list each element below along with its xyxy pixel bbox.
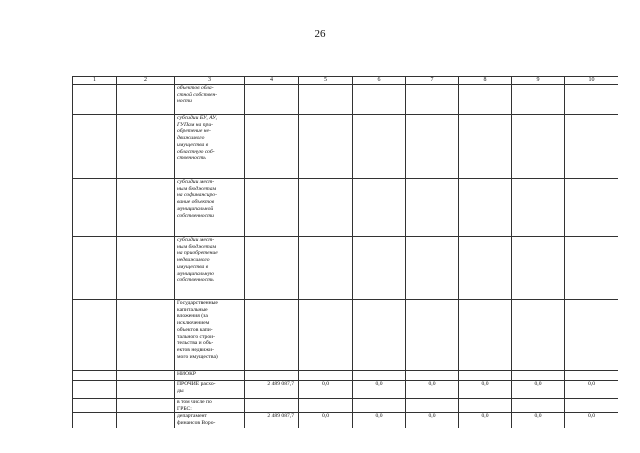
value-cell: 0,0 — [406, 413, 459, 428]
empty-cell — [117, 399, 175, 413]
column-header: 9 — [512, 77, 565, 85]
value-cell: 0,0 — [459, 381, 512, 399]
empty-cell — [73, 399, 117, 413]
column-header: 1 — [73, 77, 117, 85]
empty-cell — [73, 381, 117, 399]
table-row — [73, 85, 619, 115]
value-cell — [353, 300, 406, 371]
value-cell: 2 489 087,7 — [245, 413, 299, 428]
value-cell — [299, 115, 353, 179]
empty-cell — [73, 85, 117, 115]
empty-cell — [117, 381, 175, 399]
empty-cell — [117, 371, 175, 381]
table-row — [73, 300, 619, 371]
empty-cell — [117, 115, 175, 179]
column-header: 2 — [117, 77, 175, 85]
value-cell — [406, 300, 459, 371]
value-cell — [299, 179, 353, 237]
value-cell — [353, 179, 406, 237]
value-cell — [245, 237, 299, 300]
row-label: Государственные капитальные вложения (за исключением объектов капи- тального строи- тельства и объ- ектов недвижи- мого имущества) — [175, 300, 245, 371]
table-row — [73, 399, 619, 413]
column-header: 8 — [459, 77, 512, 85]
table-row — [73, 381, 619, 399]
value-cell — [459, 300, 512, 371]
value-cell — [406, 237, 459, 300]
row-label: субсидии мест- ным бюджетам на приобретение недвижимого имущества в муниципальную собственность — [175, 237, 245, 300]
row-label: в том числе по ГРБС: — [175, 399, 245, 413]
empty-cell — [117, 237, 175, 300]
empty-cell — [73, 413, 117, 428]
value-cell: 0,0 — [406, 381, 459, 399]
column-number-row — [73, 77, 619, 85]
value-cell — [565, 237, 619, 300]
row-label: объектов обла- стной собствен- ности — [175, 85, 245, 115]
table-row — [73, 237, 619, 300]
value-cell — [299, 300, 353, 371]
value-cell — [299, 371, 353, 381]
column-header: 10 — [565, 77, 619, 85]
value-cell — [353, 399, 406, 413]
value-cell — [459, 237, 512, 300]
empty-cell — [117, 413, 175, 428]
value-cell — [565, 179, 619, 237]
value-cell — [565, 115, 619, 179]
value-cell — [245, 85, 299, 115]
value-cell: 0,0 — [512, 381, 565, 399]
value-cell — [353, 237, 406, 300]
value-cell: 2 489 087,7 — [245, 381, 299, 399]
value-cell — [299, 399, 353, 413]
value-cell — [512, 85, 565, 115]
budget-table — [72, 76, 618, 428]
empty-cell — [73, 179, 117, 237]
empty-cell — [73, 115, 117, 179]
value-cell — [512, 300, 565, 371]
value-cell: 0,0 — [299, 413, 353, 428]
value-cell — [459, 85, 512, 115]
value-cell — [245, 371, 299, 381]
value-cell — [512, 115, 565, 179]
value-cell — [299, 237, 353, 300]
table-row — [73, 413, 619, 428]
value-cell — [565, 85, 619, 115]
empty-cell — [73, 300, 117, 371]
table-row — [73, 179, 619, 237]
column-header: 6 — [353, 77, 406, 85]
column-header: 4 — [245, 77, 299, 85]
value-cell — [353, 371, 406, 381]
column-header: 5 — [299, 77, 353, 85]
value-cell — [459, 399, 512, 413]
empty-cell — [117, 85, 175, 115]
value-cell — [245, 179, 299, 237]
value-cell — [245, 300, 299, 371]
table-row — [73, 115, 619, 179]
value-cell: 0,0 — [353, 381, 406, 399]
table-row — [73, 371, 619, 381]
value-cell — [512, 371, 565, 381]
value-cell: 0,0 — [512, 413, 565, 428]
row-label: ПРОЧИЕ расхо- ды — [175, 381, 245, 399]
value-cell — [245, 399, 299, 413]
empty-cell — [117, 179, 175, 237]
row-label: субсидии БУ, АУ, ГУПам на при- обретение не- движимого имущества в областную соб- ственность — [175, 115, 245, 179]
value-cell — [459, 179, 512, 237]
value-cell: 0,0 — [299, 381, 353, 399]
value-cell — [406, 85, 459, 115]
value-cell — [406, 179, 459, 237]
row-label: НИОКР — [175, 371, 245, 381]
value-cell — [565, 371, 619, 381]
column-header: 3 — [175, 77, 245, 85]
empty-cell — [117, 300, 175, 371]
value-cell — [353, 115, 406, 179]
value-cell — [406, 399, 459, 413]
value-cell — [353, 85, 406, 115]
value-cell — [512, 179, 565, 237]
value-cell — [565, 399, 619, 413]
value-cell — [459, 115, 512, 179]
value-cell — [512, 399, 565, 413]
value-cell: 0,0 — [459, 413, 512, 428]
empty-cell — [73, 371, 117, 381]
value-cell — [565, 300, 619, 371]
value-cell — [299, 85, 353, 115]
page-number: 26 — [314, 28, 326, 40]
value-cell — [512, 237, 565, 300]
value-cell — [459, 371, 512, 381]
row-label: департамент финансов Воро- — [175, 413, 245, 428]
value-cell: 0,0 — [565, 381, 619, 399]
value-cell: 0,0 — [565, 413, 619, 428]
value-cell: 0,0 — [353, 413, 406, 428]
budget-table-container — [72, 76, 618, 428]
value-cell — [245, 115, 299, 179]
column-header: 7 — [406, 77, 459, 85]
row-label: субсидии мест- ным бюджетам на софинансиро- вание объектов муниципальной собственности — [175, 179, 245, 237]
value-cell — [406, 371, 459, 381]
empty-cell — [73, 237, 117, 300]
value-cell — [406, 115, 459, 179]
